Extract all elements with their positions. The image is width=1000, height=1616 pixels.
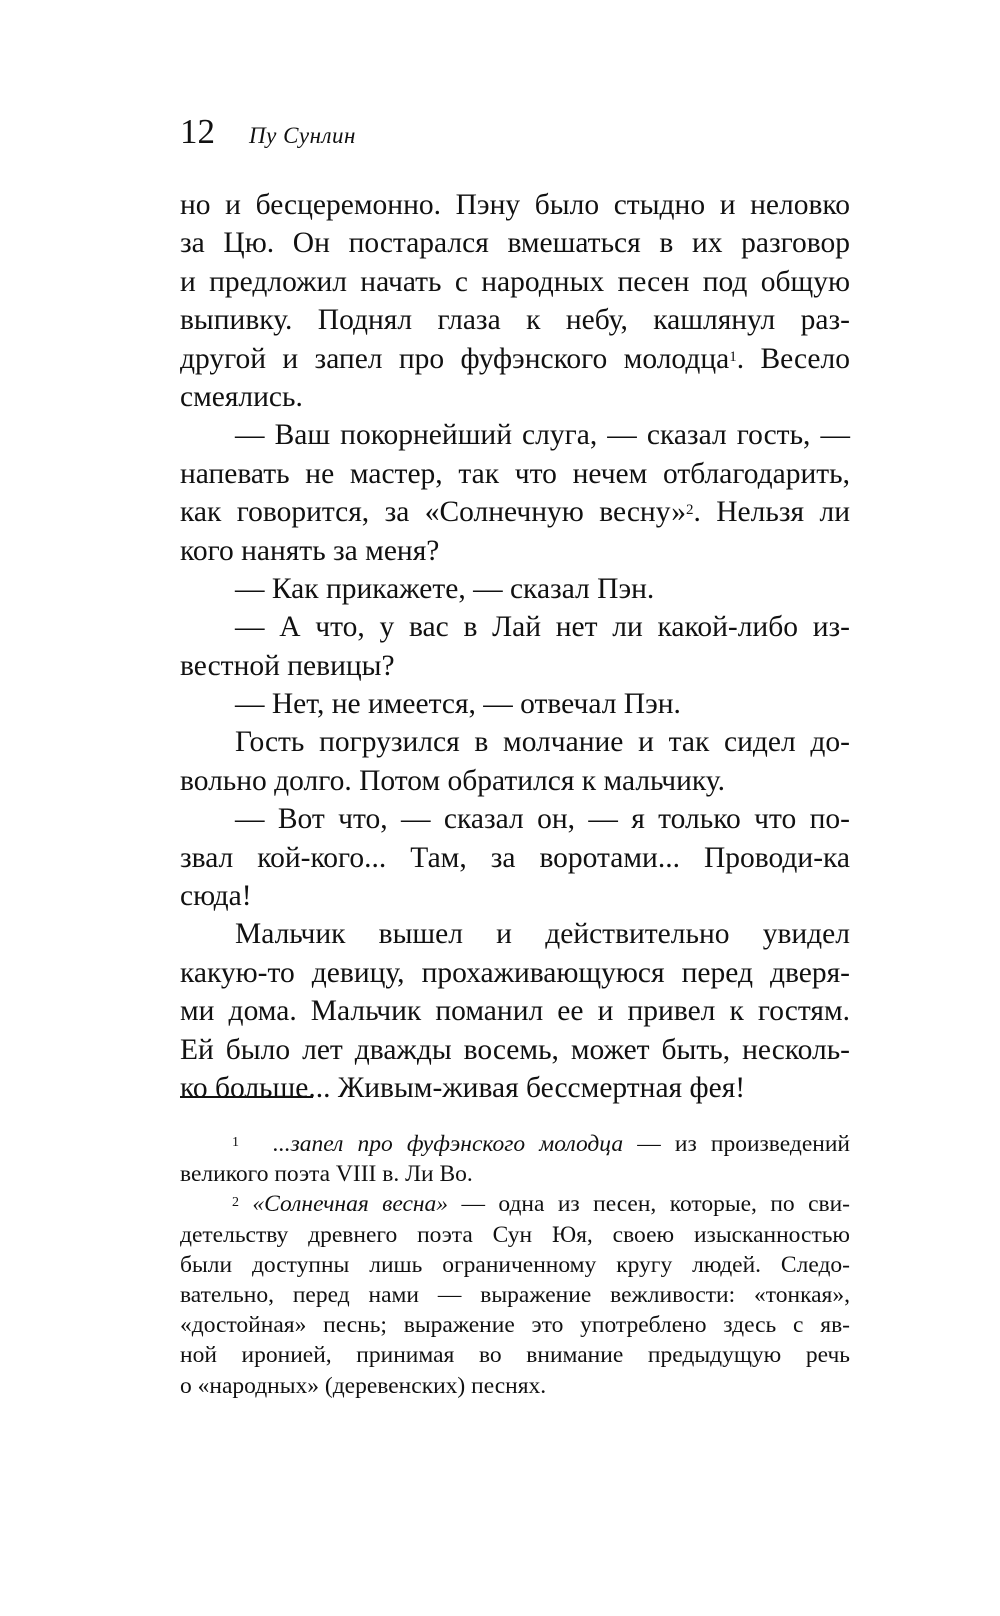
text-line: сюда! — [180, 880, 252, 913]
text-line: другой и запел про фуфэнского молодца$^1$. Весело — [180, 342, 850, 375]
footnotes — [180, 1129, 850, 1401]
footnote-line: ной иронией, принимая во внимание предыдущую речь — [180, 1342, 850, 1369]
text-line: — А что, у вас в Лай нет ли какой-либо из- — [235, 611, 850, 644]
text-line: — Как прикажете, — сказал Пэн. — [235, 572, 655, 605]
text-line: выпивку. Поднял глаза к небу, кашлянул раз- — [180, 304, 850, 337]
running-head: Пу Сунлин — [249, 123, 356, 148]
footnote-1: $^1$ ...запел про фуфэнского молодца — из произведений — [232, 1131, 850, 1157]
text-line: ми дома. Мальчик поманил ее и привел к гостям. — [180, 995, 850, 1028]
text-line: Гость погрузился в молчание и так сидел до- — [235, 726, 850, 759]
footnote-ref-1: 1 — [729, 348, 737, 365]
text-line: звал кой-кого... Там, за воротами... Проводи-ка — [180, 841, 850, 874]
text-line: и предложил начать с народных песен под общую — [180, 265, 850, 298]
text-line: — Нет, не имеется, — отвечал Пэн. — [235, 688, 681, 721]
text-line: вестной певицы? — [180, 649, 395, 682]
footnote-separator — [180, 1096, 313, 1098]
text-line: Мальчик вышел и действительно увидел — [235, 918, 850, 951]
text-line: какую-то девицу, прохаживающуюся перед дверя- — [180, 956, 850, 989]
text-line: кого нанять за меня? — [180, 534, 440, 567]
body-text — [180, 186, 850, 1107]
footnote-ref-2: 2 — [685, 502, 694, 519]
footnote-line: вательно, перед нами — выражение вежливости: «тонкая», — [180, 1281, 850, 1308]
text-line: напевать не мастер, так что нечем отблагодарить, — [180, 457, 850, 490]
footnote-line: были доступны лишь ограниченному кругу людей. Следо- — [180, 1251, 850, 1278]
text-line: смеялись. — [180, 380, 303, 413]
page-header — [180, 112, 356, 152]
text-line: как говорится, за «Солнечную весну»$^2$. Нельзя ли — [180, 496, 850, 529]
text-line: вольно долго. Потом обратился к мальчику. — [180, 764, 725, 797]
page-number: 12 — [180, 112, 215, 151]
text-line: Ей было лет дважды восемь, может быть, несколь- — [180, 1033, 850, 1066]
footnote-line: великого поэта VIII в. Ли Во. — [180, 1161, 473, 1188]
text-line: за Цю. Он постарался вмешаться в их разговор — [180, 227, 850, 260]
text-line: но и бесцеремонно. Пэну было стыдно и неловко — [180, 189, 850, 221]
text-line: — Ваш покорнейший слуга, — сказал гость, — — [235, 419, 850, 452]
text-line: — Вот что, — сказал он, — я только что по- — [235, 803, 850, 836]
footnote-line: о «народных» (деревенских) песнях. — [180, 1372, 547, 1399]
footnote-line: детельству древнего поэта Сун Юя, своею изысканностью — [180, 1221, 850, 1248]
footnote-line: «достойная» песнь; выражение это употреблено здесь с яв- — [180, 1312, 850, 1339]
footnote-2: $^2$ «Солнечная весна» — одна из песен, которые, по сви- — [232, 1191, 851, 1218]
text-line: ко больше... Живым-живая бессмертная фея! — [180, 1071, 746, 1104]
